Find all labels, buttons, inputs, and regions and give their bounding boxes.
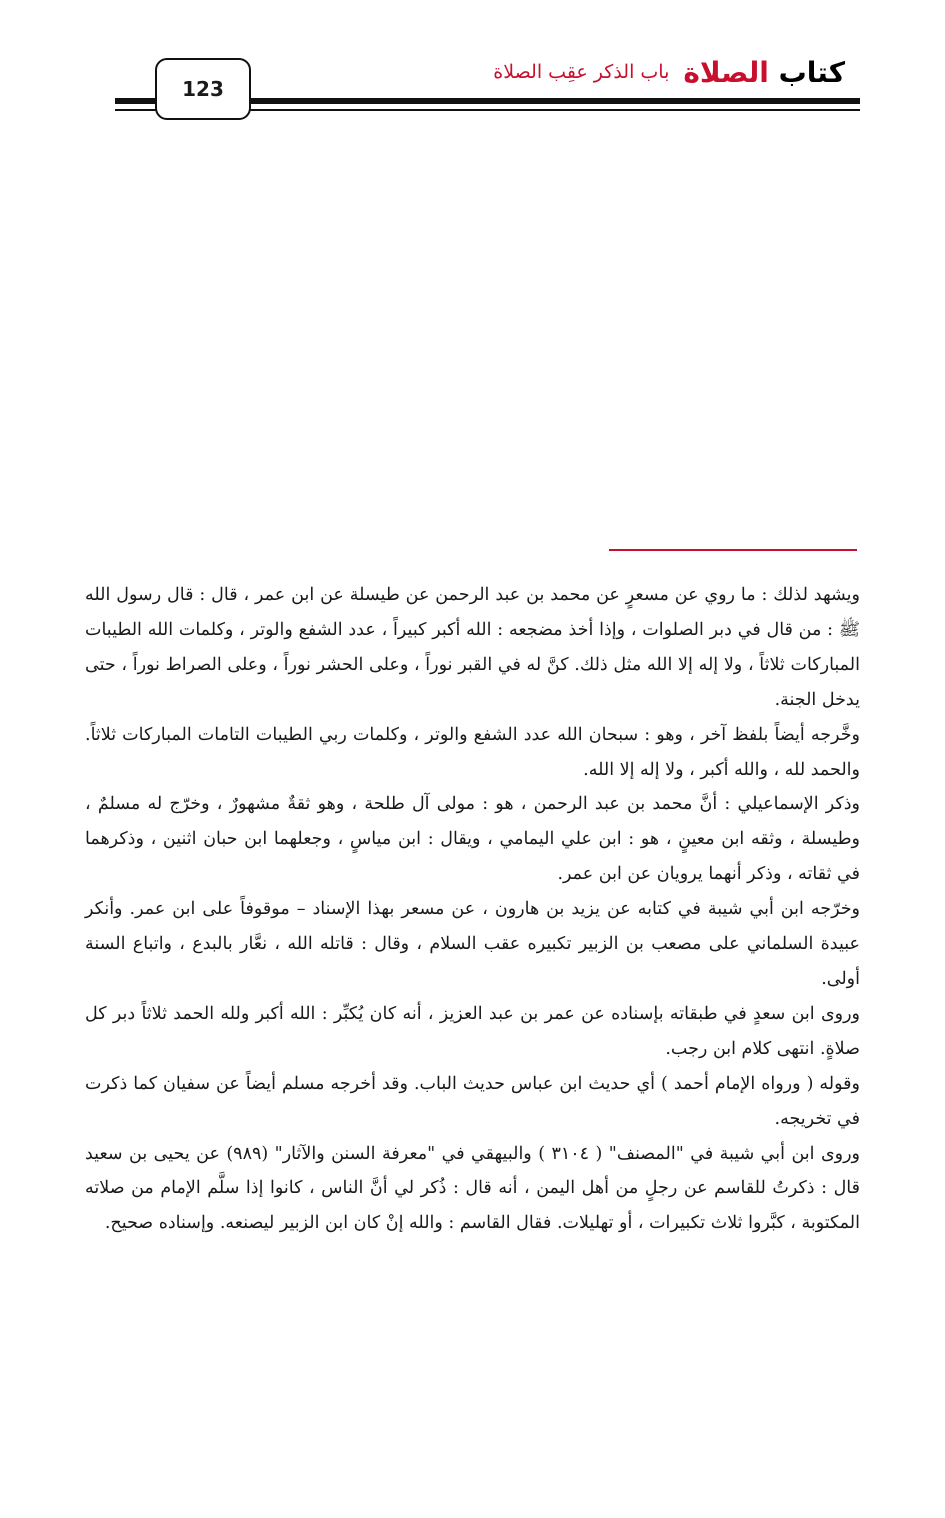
- paragraph: وروى ابن سعدٍ في طبقاته بإسناده عن عمر بن عبد العزيز ، أنه كان يُكبِّر : الله أكبر ولله الحمد ثلاثاً دبر كل صلاةٍ. انتهى كلام ابن رجب.: [85, 1003, 860, 1059]
- paragraph: وقوله ( ورواه الإمام أحمد ) أي حديث ابن عباس حديث الباب. وقد أخرجه مسلم أيضاً عن سفيان كما ذكرت في تخريجه.: [85, 1073, 860, 1129]
- page-number: 123: [182, 77, 224, 101]
- book-title-main: كتاب: [778, 55, 845, 89]
- book-title-accent: الصلاة: [683, 55, 769, 89]
- paragraph: وذكر الإسماعيلي : أنَّ محمد بن عبد الرحمن ، هو : مولى آل طلحة ، وهو ثقةٌ مشهورٌ ، وخرّج له مسلمٌ ، وطيسلة ، وثقه ابن معينٍ ، هو : ابن علي اليمامي ، ويقال : ابن مياسٍ ، وجعلهما ابن حبان اثنين ، وذكرهما في ثقاته ، وذكر أنهما يرويان عن ابن عمر.: [85, 794, 860, 885]
- paragraph: ويشهد لذلك : ما روي عن مسعرٍ عن محمد بن عبد الرحمن عن طيسلة عن ابن عمر ، قال : قال رسول الله ﷺ : من قال في دبر الصلوات ، وإذا أخذ مضجعه : الله أكبر كبيراً ، عدد الشفع والوتر ، وكلمات الله الطيبات المباركات ثلاثاً ، ولا إله إلا الله مثل ذلك. كنَّ له في القبر نوراً ، وعلى الحشر نوراً ، وعلى الصراط نوراً ، حتى يدخل الجنة.: [85, 585, 860, 710]
- running-header: [493, 52, 845, 92]
- footnote-separator: [609, 549, 857, 551]
- footnote-body: [85, 578, 860, 1241]
- paragraph: وخرّجه ابن أبي شيبة في كتابه عن يزيد بن هارون ، عن مسعر بهذا الإسناد – موقوفاً على ابن عمر. وأنكر عبيدة السلماني على مصعب بن الزبير تكبيره عقب السلام ، وقال : قاتله الله ، نعَّار بالبدع ، واتباع السنة أولى.: [85, 899, 860, 989]
- paragraph: وخَّرجه أيضاً بلفظ آخر ، وهو : سبحان الله عدد الشفع والوتر ، وكلمات ربي الطيبات التامات المباركات ثلاثاً. والحمد لله ، والله أكبر ، ولا إله إلا الله.: [85, 724, 860, 780]
- page-number-box: [155, 58, 251, 120]
- paragraph: وروى ابن أبي شيبة في "المصنف" ( ٣١٠٤ ) والبيهقي في "معرفة السنن والآثار" (٩٨٩) عن يحيى بن سعيد قال : ذكرتُ للقاسم عن رجلٍ من أهل اليمن ، أنه قال : ذُكر لي أنَّ الناس ، كانوا إذا سلَّم الإمام من صلاته المكتوبة ، كبَّروا ثلاث تكبيرات ، أو تهليلات. فقال القاسم : والله إنْ كان ابن الزبير ليصنعه. وإسناده صحيح.: [85, 1143, 860, 1234]
- book-title: [683, 56, 845, 89]
- section-title: باب الذكر عقِب الصلاة: [493, 61, 670, 83]
